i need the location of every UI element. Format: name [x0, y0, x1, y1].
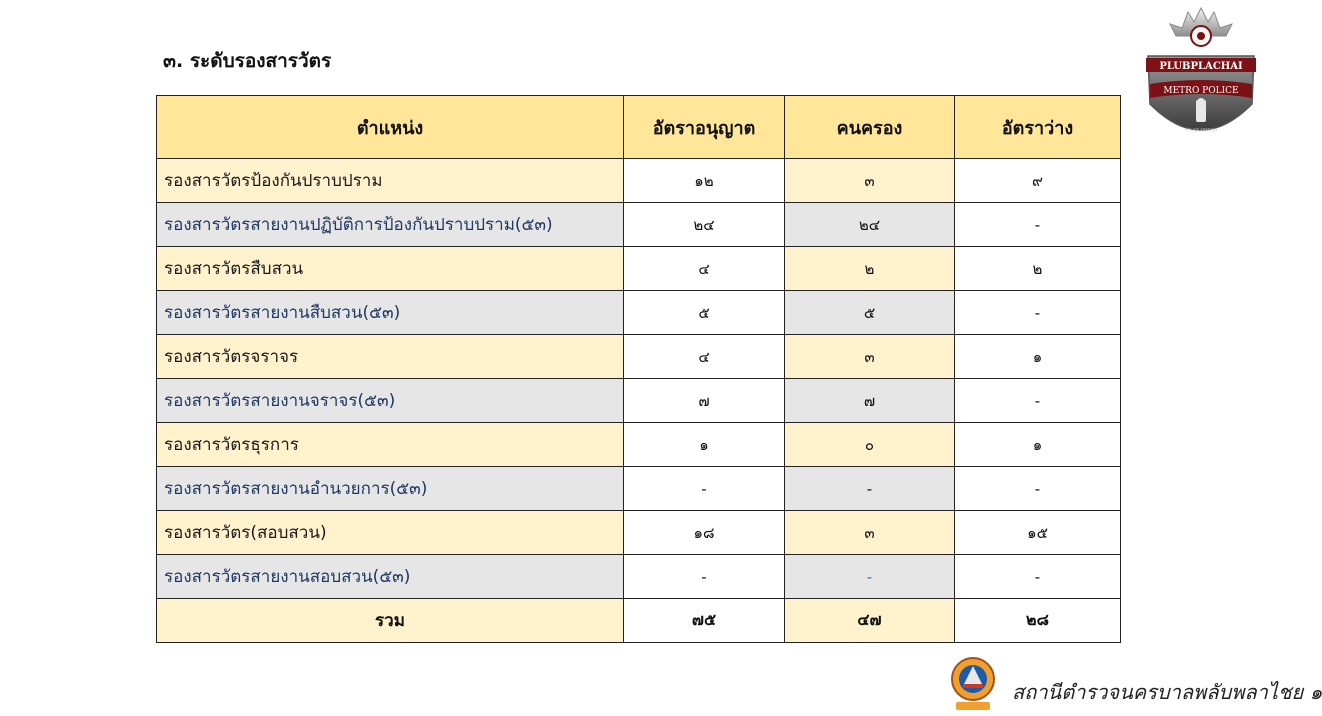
- table-header-row: [157, 96, 1121, 159]
- occupied-cell: ๓: [785, 511, 955, 555]
- occupied-cell: ๓: [785, 159, 955, 203]
- table-row: [157, 423, 1121, 467]
- occupied-cell: ๒: [785, 247, 955, 291]
- table-row: [157, 379, 1121, 423]
- vacant-cell: ๑: [955, 423, 1121, 467]
- vacant-cell: -: [955, 291, 1121, 335]
- allowed-cell: ๔: [624, 247, 785, 291]
- total-allowed: ๗๕: [624, 599, 785, 643]
- vacant-cell: -: [955, 379, 1121, 423]
- position-cell: รองสารวัตรสายงานสอบสวน(๕๓): [157, 555, 624, 599]
- allowed-cell: ๒๔: [624, 203, 785, 247]
- vacant-cell: -: [955, 203, 1121, 247]
- position-cell: รองสารวัตรสืบสวน: [157, 247, 624, 291]
- position-cell: รองสารวัตรสายงานอำนวยการ(๕๓): [157, 467, 624, 511]
- vacant-cell: ๙: [955, 159, 1121, 203]
- total-vacant: ๒๘: [955, 599, 1121, 643]
- station-name-footer: สถานีตำรวจนครบาลพลับพลาไชย ๑: [1012, 680, 1322, 704]
- position-cell: รองสารวัตรสายงานสืบสวน(๕๓): [157, 291, 624, 335]
- vacant-cell: ๒: [955, 247, 1121, 291]
- table-row: [157, 247, 1121, 291]
- position-cell: รองสารวัตรธุรการ: [157, 423, 624, 467]
- allowed-cell: ๑๒: [624, 159, 785, 203]
- occupied-cell: -: [785, 555, 955, 599]
- allowed-cell: ๔: [624, 335, 785, 379]
- header-vacant: อัตราว่าง: [955, 96, 1121, 159]
- position-cell: รองสารวัตรสายงานจราจร(๕๓): [157, 379, 624, 423]
- position-cell: รองสารวัตรสายงานปฏิบัติการป้องกันปราบปราม(๕๓): [157, 203, 624, 247]
- allowed-cell: ๕: [624, 291, 785, 335]
- badge-top-text: PLUBPLACHAI: [1159, 61, 1243, 72]
- section-heading: ๓. ระดับรองสารวัตร: [163, 50, 332, 72]
- metro-police-badge-logo: [1140, 6, 1262, 146]
- badge-bottom-text: METRO POLICE: [1163, 86, 1239, 96]
- police-station-seal-logo: [950, 654, 996, 712]
- vacancy-table: [156, 95, 1121, 643]
- header-occupied: คนครอง: [785, 96, 955, 159]
- occupied-cell: ๓: [785, 335, 955, 379]
- header-position: ตำแหน่ง: [157, 96, 624, 159]
- vacant-cell: ๑: [955, 335, 1121, 379]
- table-row: [157, 159, 1121, 203]
- occupied-cell: ๕: [785, 291, 955, 335]
- table-row: [157, 511, 1121, 555]
- occupied-cell: ๐: [785, 423, 955, 467]
- header-allowed: อัตราอนุญาต: [624, 96, 785, 159]
- occupied-cell: -: [785, 467, 955, 511]
- table-row: [157, 467, 1121, 511]
- vacant-cell: ๑๕: [955, 511, 1121, 555]
- position-cell: รองสารวัตรป้องกันปราบปราม: [157, 159, 624, 203]
- allowed-cell: ๑: [624, 423, 785, 467]
- position-cell: รองสารวัตร(สอบสวน): [157, 511, 624, 555]
- total-occupied: ๔๗: [785, 599, 955, 643]
- table-row: [157, 555, 1121, 599]
- allowed-cell: -: [624, 555, 785, 599]
- allowed-cell: ๗: [624, 379, 785, 423]
- table-row: [157, 335, 1121, 379]
- vacant-cell: -: [955, 555, 1121, 599]
- total-label: รวม: [157, 599, 624, 643]
- occupied-cell: ๒๔: [785, 203, 955, 247]
- badge-small-text: POLICE STATION: [1184, 128, 1218, 133]
- table-row: [157, 291, 1121, 335]
- vacant-cell: -: [955, 467, 1121, 511]
- allowed-cell: ๑๘: [624, 511, 785, 555]
- total-row: [157, 599, 1121, 643]
- position-cell: รองสารวัตรจราจร: [157, 335, 624, 379]
- table-row: [157, 203, 1121, 247]
- occupied-cell: ๗: [785, 379, 955, 423]
- allowed-cell: -: [624, 467, 785, 511]
